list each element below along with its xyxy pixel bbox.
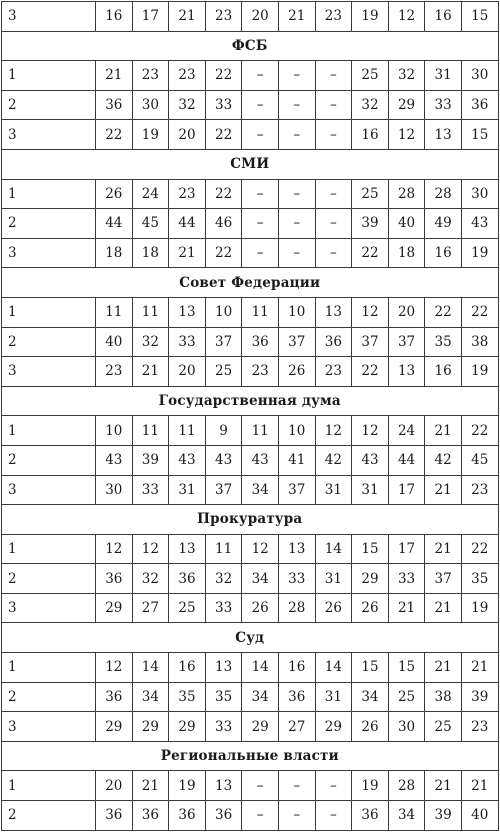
table-cell: 11: [205, 534, 242, 564]
table-cell: 34: [242, 564, 279, 594]
table-cell: –: [278, 209, 315, 239]
table-cell: 21: [425, 534, 462, 564]
table-cell: 46: [205, 209, 242, 239]
table-cell: 41: [278, 445, 315, 475]
table-cell: 37: [352, 327, 389, 357]
table-cell: 23: [315, 2, 352, 32]
table-cell: 26: [352, 712, 389, 742]
table-row: [2, 327, 499, 357]
table-cell: 9: [205, 416, 242, 446]
table-cell: 37: [425, 564, 462, 594]
section-header-row: [2, 505, 499, 535]
row-label: 3: [2, 238, 96, 268]
table-cell: 32: [132, 564, 169, 594]
table-row: [2, 2, 499, 32]
table-cell: 13: [169, 297, 206, 327]
table-cell: 15: [388, 653, 425, 683]
table-row: [2, 445, 499, 475]
table-cell: 22: [461, 534, 498, 564]
table-cell: 21: [461, 653, 498, 683]
table-cell: –: [242, 90, 279, 120]
table-cell: 25: [169, 593, 206, 623]
table-cell: –: [278, 90, 315, 120]
table-cell: 12: [388, 120, 425, 150]
table-cell: 32: [205, 564, 242, 594]
table-cell: –: [278, 771, 315, 801]
table-cell: 21: [278, 2, 315, 32]
table-cell: 21: [388, 593, 425, 623]
table-cell: 14: [315, 653, 352, 683]
row-label: 3: [2, 593, 96, 623]
table-cell: 23: [169, 179, 206, 209]
table-cell: –: [278, 801, 315, 831]
table-cell: 29: [96, 593, 133, 623]
row-label: 2: [2, 801, 96, 831]
table-cell: 17: [388, 475, 425, 505]
table-cell: 29: [388, 90, 425, 120]
table-cell: 25: [352, 179, 389, 209]
section-header-row: [2, 741, 499, 771]
table-cell: 23: [461, 475, 498, 505]
table-cell: 39: [425, 801, 462, 831]
table-cell: 18: [388, 238, 425, 268]
table-cell: 13: [205, 771, 242, 801]
row-label: 2: [2, 209, 96, 239]
table-cell: 16: [169, 653, 206, 683]
table-cell: 13: [425, 120, 462, 150]
section-title: Совет Федерации: [2, 268, 499, 298]
row-label: 1: [2, 179, 96, 209]
row-label: 2: [2, 564, 96, 594]
table-cell: 22: [205, 61, 242, 91]
table-cell: 43: [461, 209, 498, 239]
table-cell: 12: [352, 416, 389, 446]
table-cell: –: [242, 209, 279, 239]
table-cell: 28: [388, 771, 425, 801]
table-cell: 26: [278, 357, 315, 387]
table-row: [2, 712, 499, 742]
row-label: 3: [2, 120, 96, 150]
table-cell: 33: [169, 327, 206, 357]
table-cell: 40: [96, 327, 133, 357]
table-cell: 25: [352, 61, 389, 91]
table-cell: 21: [169, 238, 206, 268]
table-cell: 40: [461, 801, 498, 831]
table-cell: 31: [169, 475, 206, 505]
table-cell: 38: [461, 327, 498, 357]
table-cell: 14: [132, 653, 169, 683]
table-cell: 29: [96, 712, 133, 742]
table-cell: 17: [132, 2, 169, 32]
table-cell: 23: [315, 357, 352, 387]
table-cell: 11: [132, 416, 169, 446]
section-header-row: [2, 268, 499, 298]
row-label: 3: [2, 357, 96, 387]
table-cell: 34: [388, 801, 425, 831]
table-cell: 26: [242, 593, 279, 623]
table-cell: 44: [388, 445, 425, 475]
table-cell: –: [315, 209, 352, 239]
table-cell: 35: [461, 564, 498, 594]
table-cell: 22: [352, 238, 389, 268]
table-cell: 37: [278, 475, 315, 505]
table-cell: 11: [132, 297, 169, 327]
table-cell: 23: [461, 712, 498, 742]
table-cell: 42: [315, 445, 352, 475]
table-cell: 28: [278, 593, 315, 623]
table-cell: 33: [425, 90, 462, 120]
table-cell: 13: [169, 534, 206, 564]
table-cell: 20: [169, 120, 206, 150]
table-cell: 33: [278, 564, 315, 594]
table-cell: 21: [425, 593, 462, 623]
row-label: 1: [2, 416, 96, 446]
table-cell: 21: [461, 771, 498, 801]
table-cell: 44: [169, 209, 206, 239]
table-cell: 11: [242, 416, 279, 446]
table-cell: 22: [352, 357, 389, 387]
table-cell: 45: [461, 445, 498, 475]
table-cell: –: [315, 90, 352, 120]
row-label: 1: [2, 771, 96, 801]
table-cell: 37: [278, 327, 315, 357]
table-cell: 12: [96, 534, 133, 564]
table-row: [2, 771, 499, 801]
table-body: [2, 2, 499, 831]
table-row: [2, 209, 499, 239]
table-cell: 33: [132, 475, 169, 505]
table-cell: 33: [388, 564, 425, 594]
survey-table: [1, 1, 499, 831]
table-cell: 26: [352, 593, 389, 623]
table-cell: –: [242, 179, 279, 209]
table-cell: 38: [425, 682, 462, 712]
table-cell: 32: [132, 327, 169, 357]
table-cell: 15: [352, 534, 389, 564]
row-label: 1: [2, 61, 96, 91]
table-cell: 10: [205, 297, 242, 327]
table-cell: 13: [315, 297, 352, 327]
table-cell: 28: [425, 179, 462, 209]
table-cell: 12: [242, 534, 279, 564]
table-cell: 23: [96, 357, 133, 387]
row-label: 2: [2, 682, 96, 712]
table-row: [2, 416, 499, 446]
table-cell: 23: [205, 2, 242, 32]
table-cell: 26: [96, 179, 133, 209]
table-row: [2, 357, 499, 387]
table-cell: 19: [169, 771, 206, 801]
table-cell: 21: [132, 771, 169, 801]
table-cell: 19: [352, 771, 389, 801]
table-cell: 16: [278, 653, 315, 683]
table-cell: 13: [278, 534, 315, 564]
table-cell: 18: [96, 238, 133, 268]
table-cell: 34: [132, 682, 169, 712]
table-row: [2, 297, 499, 327]
table-cell: 19: [461, 593, 498, 623]
table-cell: 35: [425, 327, 462, 357]
table-cell: 20: [96, 771, 133, 801]
table-cell: 16: [425, 238, 462, 268]
table-cell: 37: [205, 327, 242, 357]
section-header-row: [2, 31, 499, 61]
table-cell: 20: [388, 297, 425, 327]
row-label: 1: [2, 653, 96, 683]
table-cell: 25: [388, 682, 425, 712]
table-cell: 31: [315, 682, 352, 712]
table-cell: 33: [205, 593, 242, 623]
table-cell: 16: [96, 2, 133, 32]
table-cell: –: [315, 238, 352, 268]
section-title: Суд: [2, 623, 499, 653]
row-label: 2: [2, 445, 96, 475]
table-cell: 21: [425, 653, 462, 683]
table-row: [2, 238, 499, 268]
table-cell: 16: [352, 120, 389, 150]
table-cell: 31: [425, 61, 462, 91]
table-cell: 21: [96, 61, 133, 91]
table-cell: 14: [242, 653, 279, 683]
section-title: СМИ: [2, 149, 499, 179]
table-cell: 25: [425, 712, 462, 742]
table-cell: 34: [352, 682, 389, 712]
table-cell: 12: [132, 534, 169, 564]
table-cell: 13: [205, 653, 242, 683]
table-cell: 11: [169, 416, 206, 446]
table-cell: 30: [96, 475, 133, 505]
table-cell: 29: [352, 564, 389, 594]
table-cell: 36: [169, 801, 206, 831]
table-cell: –: [242, 61, 279, 91]
table-cell: 22: [461, 416, 498, 446]
table-cell: 22: [96, 120, 133, 150]
table-cell: 32: [352, 90, 389, 120]
table-cell: –: [278, 120, 315, 150]
table-cell: 34: [242, 475, 279, 505]
table-cell: 21: [132, 357, 169, 387]
section-title: ФСБ: [2, 31, 499, 61]
table-row: [2, 61, 499, 91]
table-cell: 11: [96, 297, 133, 327]
table-cell: 30: [461, 179, 498, 209]
table-cell: 33: [205, 90, 242, 120]
table-cell: 13: [388, 357, 425, 387]
table-cell: 30: [132, 90, 169, 120]
table-cell: 36: [461, 90, 498, 120]
table-cell: 10: [278, 416, 315, 446]
table-cell: 22: [205, 120, 242, 150]
table-cell: 29: [169, 712, 206, 742]
table-cell: 36: [132, 801, 169, 831]
row-label: 3: [2, 475, 96, 505]
table-cell: 10: [96, 416, 133, 446]
table-cell: 22: [425, 297, 462, 327]
table-cell: 36: [278, 682, 315, 712]
table-cell: 16: [425, 357, 462, 387]
table-cell: 26: [315, 593, 352, 623]
table-cell: 37: [205, 475, 242, 505]
table-cell: 15: [352, 653, 389, 683]
table-cell: 19: [461, 238, 498, 268]
table-cell: –: [278, 238, 315, 268]
table-cell: 36: [96, 90, 133, 120]
table-cell: 21: [425, 416, 462, 446]
table-cell: 28: [388, 179, 425, 209]
table-cell: –: [315, 771, 352, 801]
table-cell: 43: [205, 445, 242, 475]
table-cell: 29: [242, 712, 279, 742]
table-cell: 14: [315, 534, 352, 564]
table-cell: 19: [461, 357, 498, 387]
table-cell: 17: [388, 534, 425, 564]
section-title: Прокуратура: [2, 505, 499, 535]
table-row: [2, 682, 499, 712]
table-cell: –: [315, 801, 352, 831]
table-cell: –: [242, 771, 279, 801]
table-cell: –: [242, 238, 279, 268]
table-cell: 32: [388, 61, 425, 91]
table-cell: 42: [425, 445, 462, 475]
table-cell: –: [315, 61, 352, 91]
table-cell: 39: [352, 209, 389, 239]
table-cell: –: [242, 801, 279, 831]
section-header-row: [2, 386, 499, 416]
table-cell: 22: [461, 297, 498, 327]
row-label: 3: [2, 712, 96, 742]
section-header-row: [2, 149, 499, 179]
table-cell: 44: [96, 209, 133, 239]
table-cell: 20: [242, 2, 279, 32]
row-label: 3: [2, 2, 96, 32]
table-cell: 36: [315, 327, 352, 357]
table-cell: 24: [388, 416, 425, 446]
table-cell: 29: [315, 712, 352, 742]
table-cell: 37: [388, 327, 425, 357]
table-cell: 30: [388, 712, 425, 742]
table-row: [2, 653, 499, 683]
table-cell: 31: [352, 475, 389, 505]
table-cell: 18: [132, 238, 169, 268]
table-row: [2, 475, 499, 505]
table-cell: 23: [242, 357, 279, 387]
table-cell: 19: [132, 120, 169, 150]
table-cell: 11: [242, 297, 279, 327]
table-cell: 43: [352, 445, 389, 475]
table-cell: 21: [425, 475, 462, 505]
table-cell: 36: [96, 564, 133, 594]
table-cell: 43: [242, 445, 279, 475]
table-cell: 39: [132, 445, 169, 475]
table-cell: –: [315, 179, 352, 209]
table-cell: 21: [425, 771, 462, 801]
table-cell: 10: [278, 297, 315, 327]
table-cell: 33: [205, 712, 242, 742]
table-row: [2, 120, 499, 150]
row-label: 1: [2, 534, 96, 564]
table-cell: 12: [352, 297, 389, 327]
table-cell: 31: [315, 564, 352, 594]
table-cell: 21: [169, 2, 206, 32]
table-cell: 36: [352, 801, 389, 831]
table-cell: –: [278, 179, 315, 209]
table-cell: 36: [169, 564, 206, 594]
table-cell: 32: [169, 90, 206, 120]
table-cell: 23: [169, 61, 206, 91]
table-cell: 19: [352, 2, 389, 32]
table-cell: 34: [242, 682, 279, 712]
table-cell: 12: [388, 2, 425, 32]
table-cell: 16: [425, 2, 462, 32]
table-cell: 22: [205, 238, 242, 268]
table-cell: 12: [315, 416, 352, 446]
table-cell: –: [315, 120, 352, 150]
table-row: [2, 534, 499, 564]
table-cell: 40: [388, 209, 425, 239]
table-cell: 39: [461, 682, 498, 712]
table-cell: 43: [96, 445, 133, 475]
section-title: Региональные власти: [2, 741, 499, 771]
table-cell: 45: [132, 209, 169, 239]
table-cell: 12: [96, 653, 133, 683]
table-cell: 23: [132, 61, 169, 91]
table-cell: 43: [169, 445, 206, 475]
table-row: [2, 564, 499, 594]
table-cell: –: [242, 120, 279, 150]
row-label: 1: [2, 297, 96, 327]
table-cell: 15: [461, 120, 498, 150]
table-cell: 36: [96, 682, 133, 712]
section-header-row: [2, 623, 499, 653]
table-cell: 27: [278, 712, 315, 742]
table-row: [2, 593, 499, 623]
row-label: 2: [2, 90, 96, 120]
table-cell: 49: [425, 209, 462, 239]
table-cell: 27: [132, 593, 169, 623]
table-row: [2, 179, 499, 209]
table-cell: 31: [315, 475, 352, 505]
table-cell: 20: [169, 357, 206, 387]
table-cell: 22: [205, 179, 242, 209]
section-title: Государственная дума: [2, 386, 499, 416]
table-cell: 35: [169, 682, 206, 712]
table-cell: 29: [132, 712, 169, 742]
table-cell: 35: [205, 682, 242, 712]
table-cell: 25: [205, 357, 242, 387]
table-cell: –: [278, 61, 315, 91]
table-cell: 30: [461, 61, 498, 91]
table-cell: 36: [205, 801, 242, 831]
table-row: [2, 801, 499, 831]
table-cell: 24: [132, 179, 169, 209]
table-row: [2, 90, 499, 120]
row-label: 2: [2, 327, 96, 357]
table-cell: 36: [96, 801, 133, 831]
table-cell: 36: [242, 327, 279, 357]
table-cell: 15: [461, 2, 498, 32]
